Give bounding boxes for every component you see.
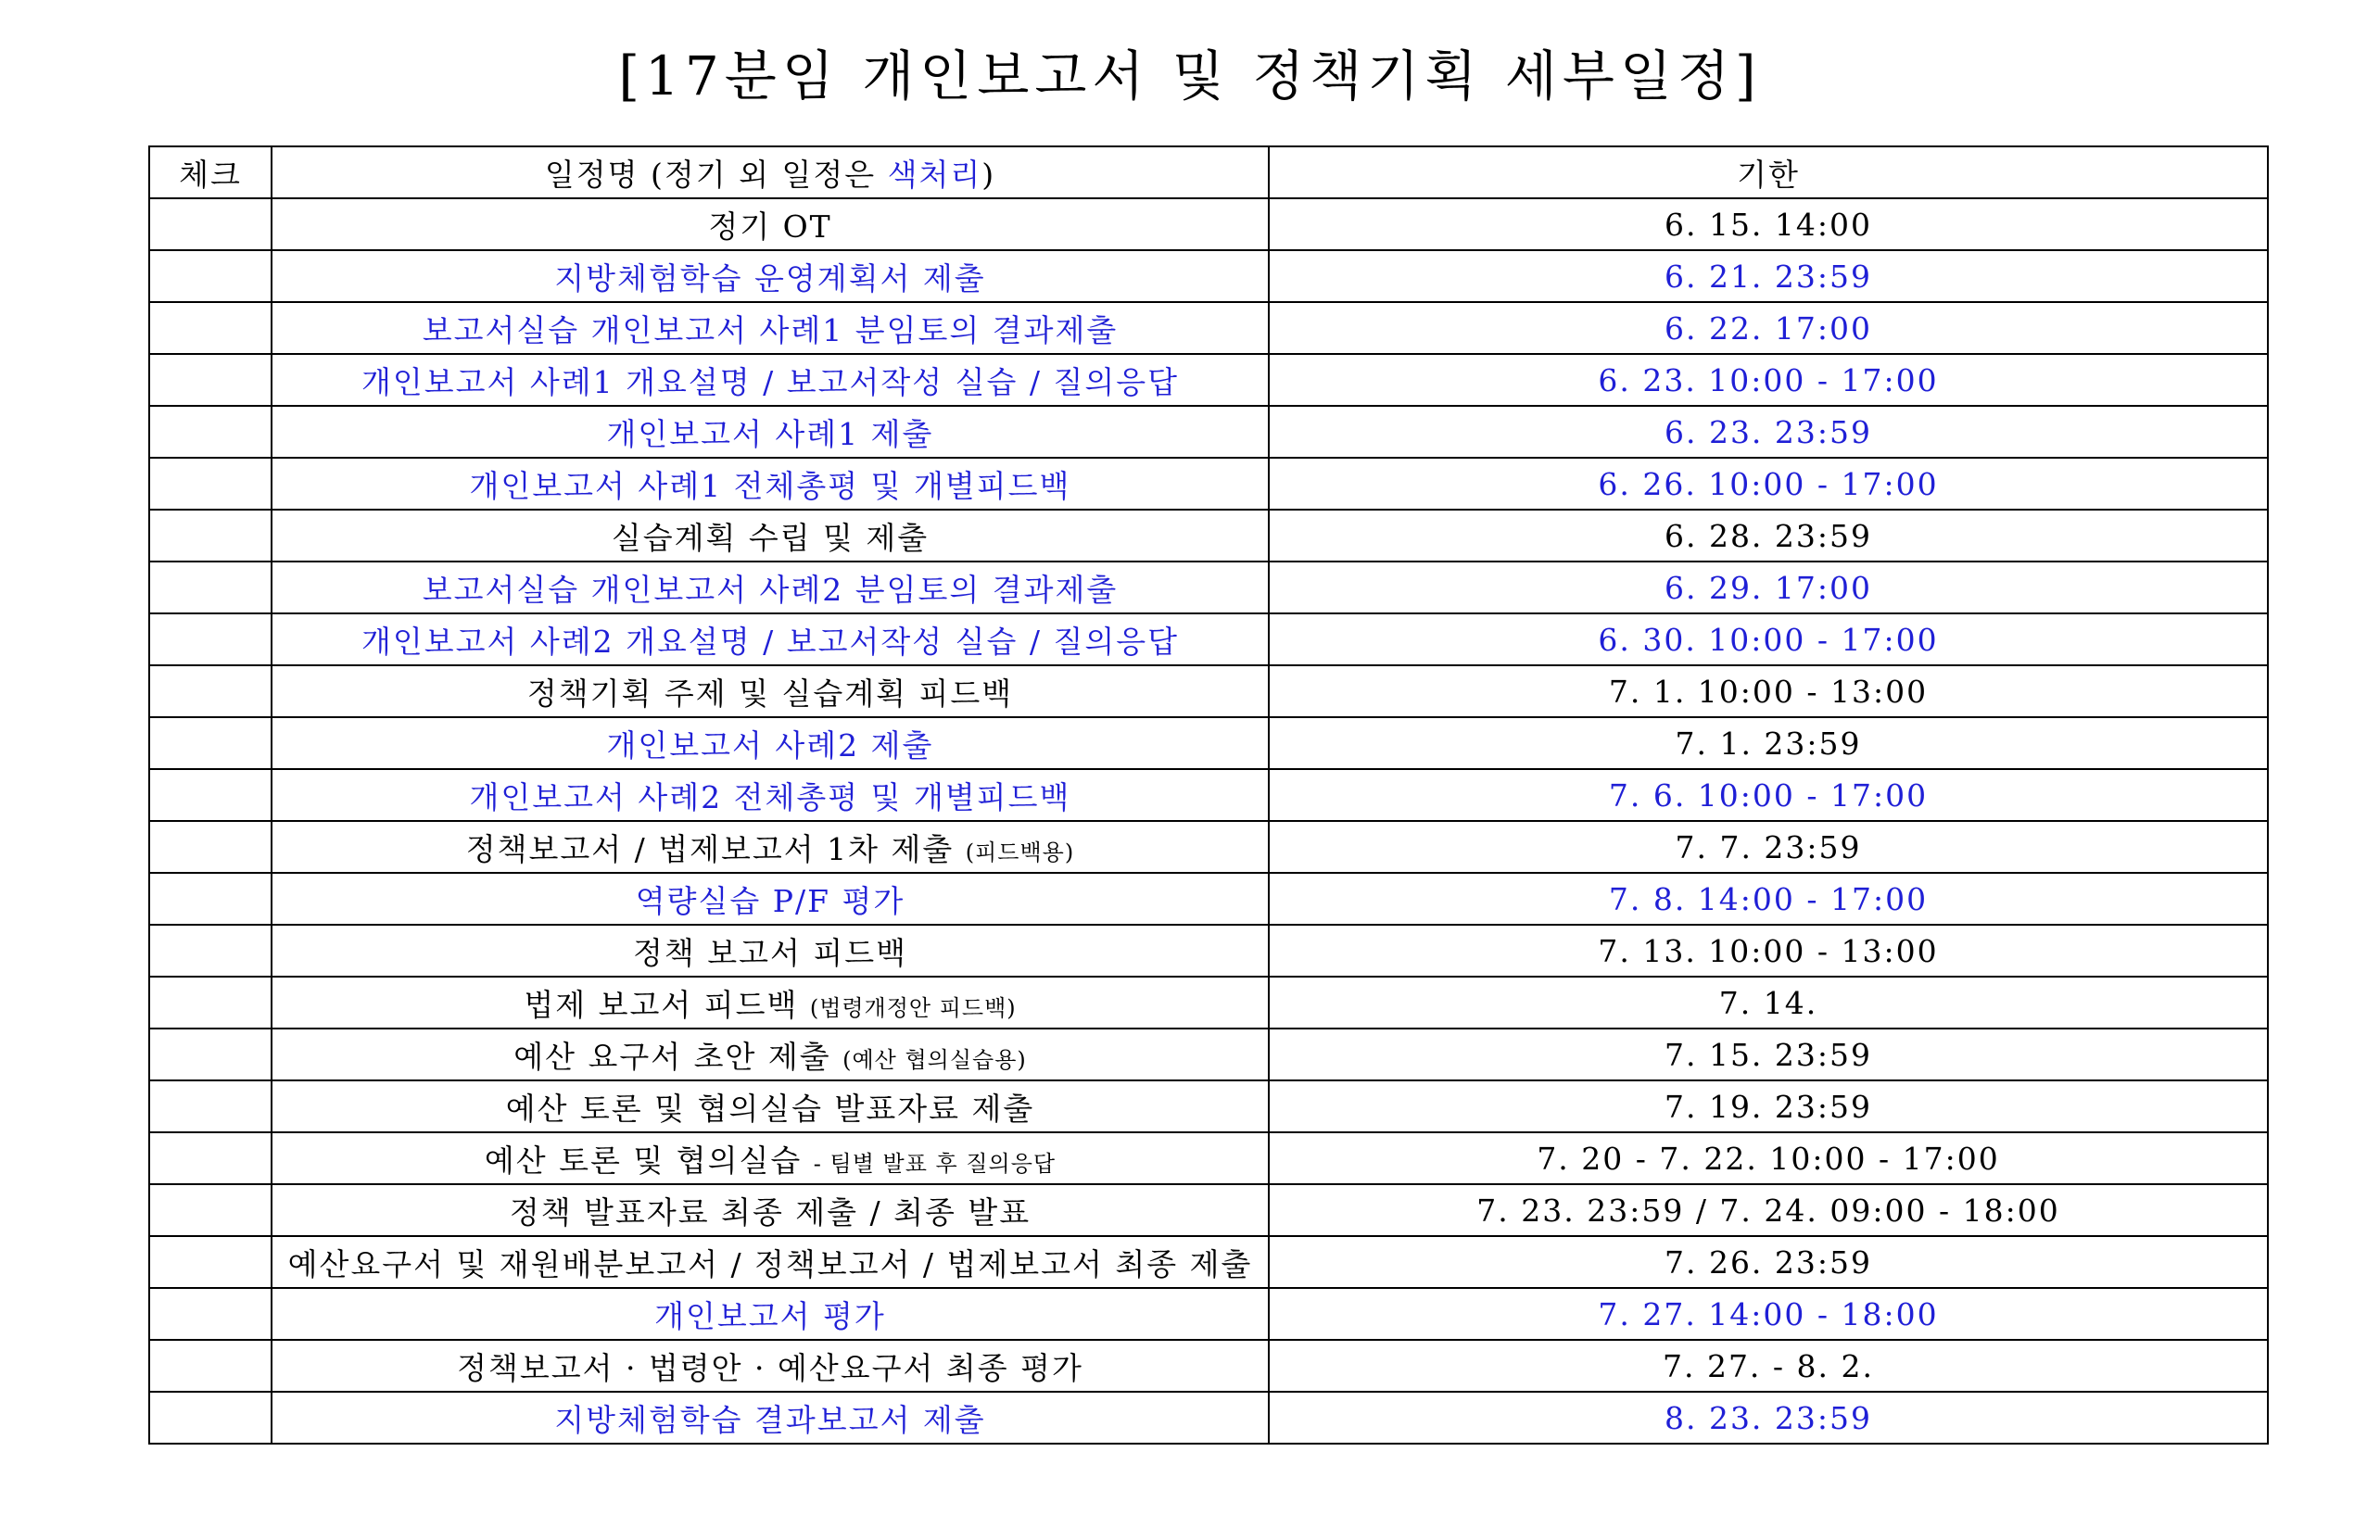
schedule-name: 지방체험학습 운영계획서 제출 xyxy=(554,259,986,297)
page-title: [17분임 개인보고서 및 정책기획 세부일정] xyxy=(618,44,1762,107)
table-row xyxy=(149,354,2268,406)
header-check: 체크 xyxy=(149,146,272,198)
deadline-cell: 6. 28. 23:59 xyxy=(1269,510,2268,562)
table-row xyxy=(149,717,2268,769)
check-cell[interactable] xyxy=(149,354,272,406)
schedule-name-cell xyxy=(272,717,1269,769)
schedule-name-cell xyxy=(272,458,1269,510)
check-cell[interactable] xyxy=(149,873,272,925)
schedule-note: (법령개정안 피드백) xyxy=(809,994,1017,1021)
deadline-cell: 7. 26. 23:59 xyxy=(1269,1236,2268,1288)
schedule-name: 개인보고서 사례2 개요설명 / 보고서작성 실습 / 질의응답 xyxy=(361,623,1179,660)
deadline-cell: 7. 8. 14:00 - 17:00 xyxy=(1269,873,2268,925)
check-cell[interactable] xyxy=(149,250,272,302)
check-cell[interactable] xyxy=(149,510,272,562)
deadline-cell: 6. 30. 10:00 - 17:00 xyxy=(1269,613,2268,665)
check-cell[interactable] xyxy=(149,406,272,458)
table-row xyxy=(149,1236,2268,1288)
schedule-name: 개인보고서 사례1 제출 xyxy=(606,415,934,452)
deadline-cell: 6. 23. 23:59 xyxy=(1269,406,2268,458)
table-row xyxy=(149,1132,2268,1184)
deadline-cell: 6. 29. 17:00 xyxy=(1269,562,2268,613)
check-cell[interactable] xyxy=(149,1340,272,1392)
check-cell[interactable] xyxy=(149,1080,272,1132)
deadline-cell: 6. 21. 23:59 xyxy=(1269,250,2268,302)
deadline-cell: 7. 23. 23:59 / 7. 24. 09:00 - 18:00 xyxy=(1269,1184,2268,1236)
deadline-cell: 7. 27. 14:00 - 18:00 xyxy=(1269,1288,2268,1340)
schedule-name: 정책보고서 · 법령안 · 예산요구서 최종 평가 xyxy=(457,1349,1083,1386)
deadline-cell: 6. 26. 10:00 - 17:00 xyxy=(1269,458,2268,510)
deadline-cell: 7. 15. 23:59 xyxy=(1269,1029,2268,1080)
table-row xyxy=(149,821,2268,873)
table-header-row xyxy=(149,146,2268,198)
table-row xyxy=(149,873,2268,925)
table-row xyxy=(149,562,2268,613)
check-cell[interactable] xyxy=(149,769,272,821)
schedule-name-cell xyxy=(272,977,1269,1029)
deadline-cell: 7. 1. 23:59 xyxy=(1269,717,2268,769)
schedule-name: 정책 보고서 피드백 xyxy=(632,934,907,971)
schedule-name: 개인보고서 사례2 전체총평 및 개별피드백 xyxy=(469,778,1071,815)
schedule-name: 예산요구서 및 재원배분보고서 / 정책보고서 / 법제보고서 최종 제출 xyxy=(287,1245,1253,1282)
schedule-name-cell xyxy=(272,1392,1269,1444)
deadline-cell: 6. 22. 17:00 xyxy=(1269,302,2268,354)
schedule-name: 예산 토론 및 협의실습 발표자료 제출 xyxy=(505,1090,1035,1127)
check-cell[interactable] xyxy=(149,1184,272,1236)
schedule-name-cell xyxy=(272,1080,1269,1132)
table-row xyxy=(149,1029,2268,1080)
check-cell[interactable] xyxy=(149,1132,272,1184)
check-cell[interactable] xyxy=(149,302,272,354)
check-cell[interactable] xyxy=(149,665,272,717)
check-cell[interactable] xyxy=(149,613,272,665)
check-cell[interactable] xyxy=(149,458,272,510)
table-row xyxy=(149,977,2268,1029)
schedule-name-cell xyxy=(272,769,1269,821)
schedule-name: 지방체험학습 결과보고서 제출 xyxy=(554,1401,986,1438)
schedule-name-cell xyxy=(272,406,1269,458)
header-name-highlight: 색처리 xyxy=(887,156,982,193)
deadline-cell: 7. 14. xyxy=(1269,977,2268,1029)
table-row xyxy=(149,302,2268,354)
schedule-name-cell xyxy=(272,302,1269,354)
schedule-name-cell xyxy=(272,1132,1269,1184)
schedule-name-cell xyxy=(272,510,1269,562)
table-row xyxy=(149,510,2268,562)
deadline-cell: 7. 20 - 7. 22. 10:00 - 17:00 xyxy=(1269,1132,2268,1184)
schedule-name-cell xyxy=(272,198,1269,250)
schedule-name-cell xyxy=(272,665,1269,717)
schedule-name-cell xyxy=(272,1029,1269,1080)
table-row xyxy=(149,1340,2268,1392)
schedule-name: 정기 OT xyxy=(708,208,832,245)
schedule-name: 예산 요구서 초안 제출 xyxy=(513,1038,843,1075)
deadline-cell: 7. 27. - 8. 2. xyxy=(1269,1340,2268,1392)
header-schedule-name xyxy=(272,146,1269,198)
deadline-cell: 7. 7. 23:59 xyxy=(1269,821,2268,873)
schedule-name: 보고서실습 개인보고서 사례2 분임토의 결과제출 xyxy=(422,571,1119,608)
check-cell[interactable] xyxy=(149,562,272,613)
schedule-name: 보고서실습 개인보고서 사례1 분임토의 결과제출 xyxy=(422,311,1119,348)
schedule-name: 역량실습 P/F 평가 xyxy=(635,882,905,919)
schedule-name-cell xyxy=(272,1288,1269,1340)
table-row xyxy=(149,198,2268,250)
check-cell[interactable] xyxy=(149,1236,272,1288)
schedule-name: 실습계획 수립 및 제출 xyxy=(611,519,930,556)
check-cell[interactable] xyxy=(149,925,272,977)
table-row xyxy=(149,1392,2268,1444)
schedule-name: 정책기획 주제 및 실습계획 피드백 xyxy=(526,675,1014,712)
schedule-note: (피드백용) xyxy=(965,839,1075,865)
schedule-name: 정책보고서 / 법제보고서 1차 제출 xyxy=(465,830,966,867)
header-name-prefix: 일정명 (정기 외 일정은 xyxy=(544,156,888,193)
deadline-cell: 8. 23. 23:59 xyxy=(1269,1392,2268,1444)
check-cell[interactable] xyxy=(149,977,272,1029)
table-row xyxy=(149,250,2268,302)
deadline-cell: 7. 19. 23:59 xyxy=(1269,1080,2268,1132)
table-row xyxy=(149,613,2268,665)
schedule-name-cell xyxy=(272,1236,1269,1288)
schedule-name: 정책 발표자료 최종 제출 / 최종 발표 xyxy=(509,1193,1032,1231)
deadline-cell: 6. 15. 14:00 xyxy=(1269,198,2268,250)
deadline-cell: 7. 6. 10:00 - 17:00 xyxy=(1269,769,2268,821)
check-cell[interactable] xyxy=(149,198,272,250)
schedule-name: 개인보고서 사례1 전체총평 및 개별피드백 xyxy=(469,467,1071,504)
schedule-name: 개인보고서 사례1 개요설명 / 보고서작성 실습 / 질의응답 xyxy=(361,363,1179,400)
schedule-name-cell xyxy=(272,250,1269,302)
schedule-name-cell xyxy=(272,1184,1269,1236)
check-cell[interactable] xyxy=(149,717,272,769)
schedule-name-cell xyxy=(272,562,1269,613)
header-deadline: 기한 xyxy=(1269,146,2268,198)
schedule-table xyxy=(148,145,2269,1445)
schedule-body xyxy=(149,198,2268,1444)
table-row xyxy=(149,1288,2268,1340)
check-cell[interactable] xyxy=(149,1392,272,1444)
schedule-name: 예산 토론 및 협의실습 xyxy=(484,1142,814,1179)
deadline-cell: 6. 23. 10:00 - 17:00 xyxy=(1269,354,2268,406)
schedule-name-cell xyxy=(272,613,1269,665)
table-row xyxy=(149,406,2268,458)
schedule-name-cell xyxy=(272,821,1269,873)
deadline-cell: 7. 1. 10:00 - 13:00 xyxy=(1269,665,2268,717)
schedule-name: 법제 보고서 피드백 xyxy=(524,986,810,1023)
schedule-name: 개인보고서 사례2 제출 xyxy=(606,726,934,764)
schedule-note: (예산 협의실습용) xyxy=(842,1046,1027,1073)
table-row xyxy=(149,665,2268,717)
schedule-name-cell xyxy=(272,925,1269,977)
check-cell[interactable] xyxy=(149,1288,272,1340)
schedule-name-cell xyxy=(272,1340,1269,1392)
check-cell[interactable] xyxy=(149,821,272,873)
schedule-name-cell xyxy=(272,873,1269,925)
schedule-name-cell xyxy=(272,354,1269,406)
schedule-name: 개인보고서 평가 xyxy=(654,1297,886,1334)
check-cell[interactable] xyxy=(149,1029,272,1080)
header-name-suffix: ) xyxy=(981,156,996,193)
table-row xyxy=(149,925,2268,977)
table-row xyxy=(149,769,2268,821)
deadline-cell: 7. 13. 10:00 - 13:00 xyxy=(1269,925,2268,977)
table-row xyxy=(149,1184,2268,1236)
table-row xyxy=(149,1080,2268,1132)
schedule-note: - 팀별 발표 후 질의응답 xyxy=(813,1150,1057,1177)
table-row xyxy=(149,458,2268,510)
